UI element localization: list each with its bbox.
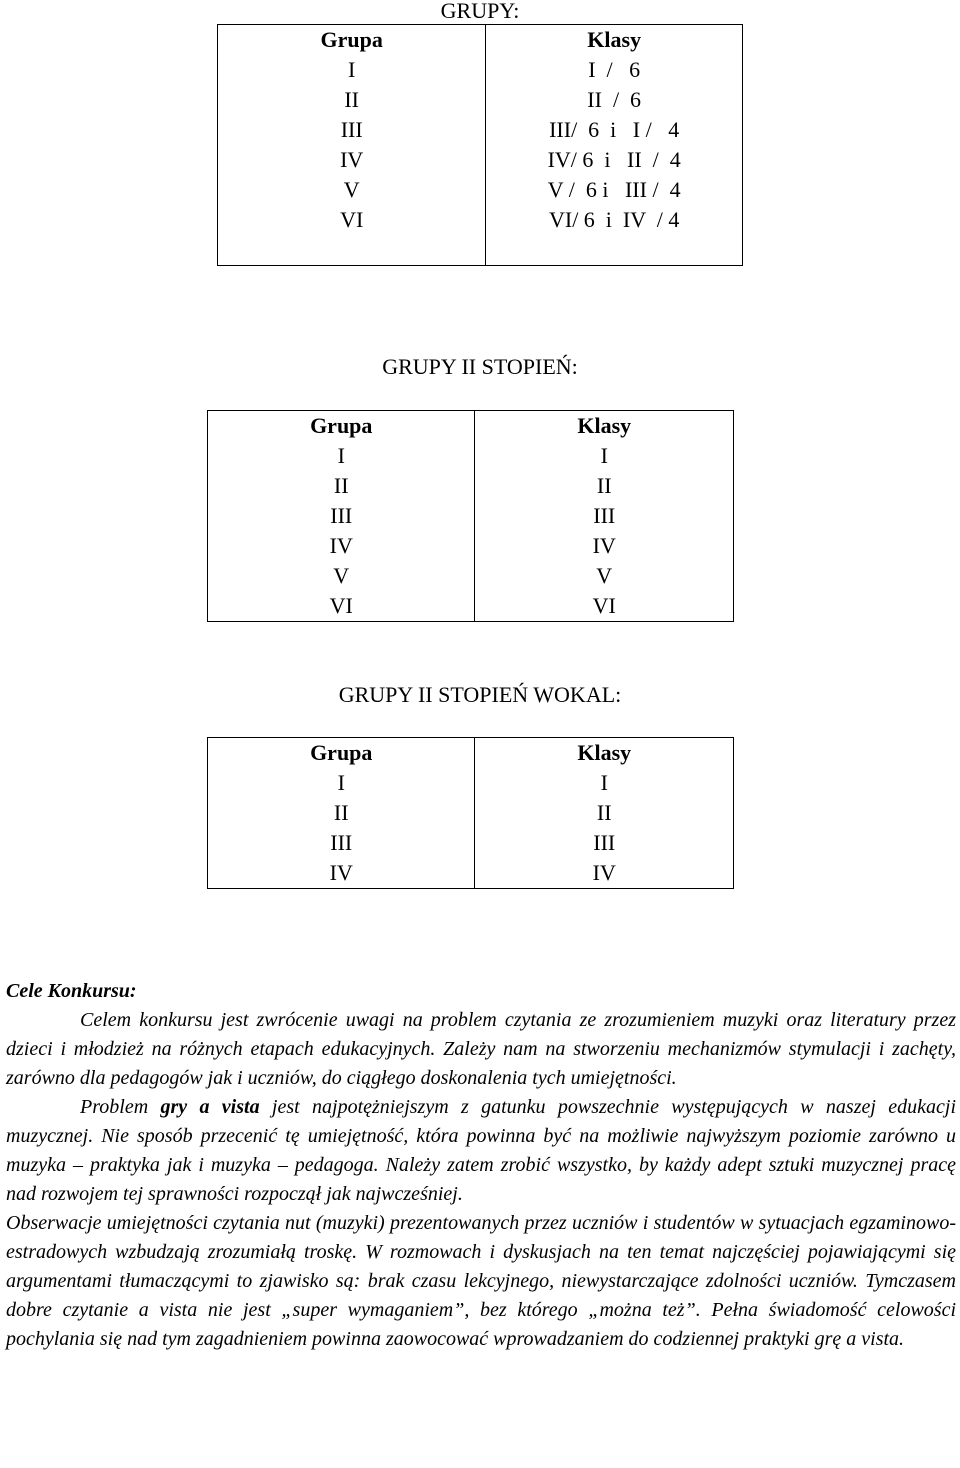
group-header: Grupa: [320, 27, 383, 52]
classes-cell: III/ 6 i I / 4: [549, 117, 680, 142]
group-cell: IV: [340, 147, 364, 172]
classes-cell: III: [593, 830, 616, 855]
groups-table: [217, 24, 743, 266]
contest-goals-section: [6, 977, 956, 1354]
group-cell: V: [343, 177, 360, 202]
goals-paragraph-1: Celem konkursu jest zwrócenie uwagi na problem czytania ze zrozumieniem muzyki oraz literatury przez dzieci i młodzież na różnych etapach edukacyjnych. Zależy nam na stworzeniu mechanizmów stymulacji i zachęty, zarówno dla pedagogów jak i uczniów, do ciągłego doskonalenia tych umiejętności.: [6, 1009, 956, 1089]
classes-cell: II / 6: [587, 87, 642, 112]
classes-cell: II: [596, 473, 612, 498]
group-cell: II: [333, 473, 349, 498]
group-cell: I: [337, 770, 345, 795]
group-column: [208, 411, 475, 622]
table-row: [208, 411, 734, 622]
group-cell: VI: [329, 593, 353, 618]
classes-cell: IV/ 6 i II / 4: [547, 147, 681, 172]
classes-cell: VI: [592, 593, 616, 618]
group-cell: V: [333, 563, 350, 588]
goals-paragraph-2-text: Problem: [80, 1096, 161, 1118]
goals-paragraph-2-rest: jest najpotężniejszym z gatunku powszechnie występujących w naszej edukacji muzycznej. Nie sposób przecenić tę umiejętność, która powinna być na możliwie najwyższym poziomie zarówno u muzyka – praktyka jak i muzyka – pedagoga. Należy zatem zrobić wszystko, by każdy adept sztuki muzycznej pracę nad rozwojem tej sprawności rozpoczął jak najwcześniej.: [6, 1096, 956, 1205]
group-cell: II: [344, 87, 359, 112]
contest-goals-title: Cele Konkursu:: [6, 980, 137, 1002]
classes-cell: IV: [592, 860, 616, 885]
group-cell: IV: [329, 860, 353, 885]
classes-cell: IV: [592, 533, 616, 558]
classes-cell: V / 6 i III / 4: [547, 177, 681, 202]
group-cell: III: [340, 117, 363, 142]
goals-paragraph-2: [6, 1093, 956, 1209]
classes-header: Klasy: [577, 413, 632, 438]
classes-cell: I: [600, 443, 608, 468]
a-vista-emphasis: gry a vista: [160, 1096, 260, 1118]
level2-groups-table: [207, 410, 734, 622]
group-column: [208, 738, 475, 889]
table3-heading: GRUPY II STOPIEŃ WOKAL:: [338, 682, 622, 707]
table-row: [218, 25, 743, 266]
classes-column: [486, 25, 743, 266]
group-cell: II: [333, 800, 349, 825]
goals-paragraph-3: Obserwacje umiejętności czytania nut (muzyki) prezentowanych przez uczniów i studentów w sytuacjach egzaminowo-estradowych wzbudzają zrozumiałą troskę. W rozmowach i dyskusjach na ten temat najczęściej pojawiającymi się argumentami tłumaczącymi to zjawisko są: brak czasu lekcyjnego, niewystarczające zdolności uczniów. Tymczasem dobre czytanie a vista nie jest „super wymaganiem”, bez którego „można też”. Pełna świadomość celowości pochylania się nad tym zagadnieniem powinna zaowocować wprowadzaniem do codziennej praktyki grę a vista.: [6, 1212, 956, 1350]
classes-cell: II: [596, 800, 612, 825]
classes-column: [475, 738, 734, 889]
classes-cell: I: [600, 770, 608, 795]
group-cell: IV: [329, 533, 353, 558]
group-header: Grupa: [310, 413, 373, 438]
classes-cell: III: [593, 503, 616, 528]
level2-vocal-groups-table: [207, 737, 734, 889]
table1-heading: GRUPY:: [440, 0, 520, 23]
classes-cell: V: [596, 563, 613, 588]
group-cell: III: [330, 503, 353, 528]
group-header: Grupa: [310, 740, 373, 765]
classes-column: [475, 411, 734, 622]
group-cell: VI: [340, 207, 364, 232]
group-cell: III: [330, 830, 353, 855]
classes-cell: VI/ 6 i IV / 4: [548, 207, 680, 232]
classes-header: Klasy: [587, 27, 642, 52]
classes-cell: I / 6: [588, 57, 641, 82]
group-cell: I: [337, 443, 345, 468]
classes-header: Klasy: [577, 740, 632, 765]
table-row: [208, 738, 734, 889]
group-column: [218, 25, 486, 266]
table2-heading: GRUPY II STOPIEŃ:: [382, 354, 578, 379]
group-cell: I: [348, 57, 356, 82]
